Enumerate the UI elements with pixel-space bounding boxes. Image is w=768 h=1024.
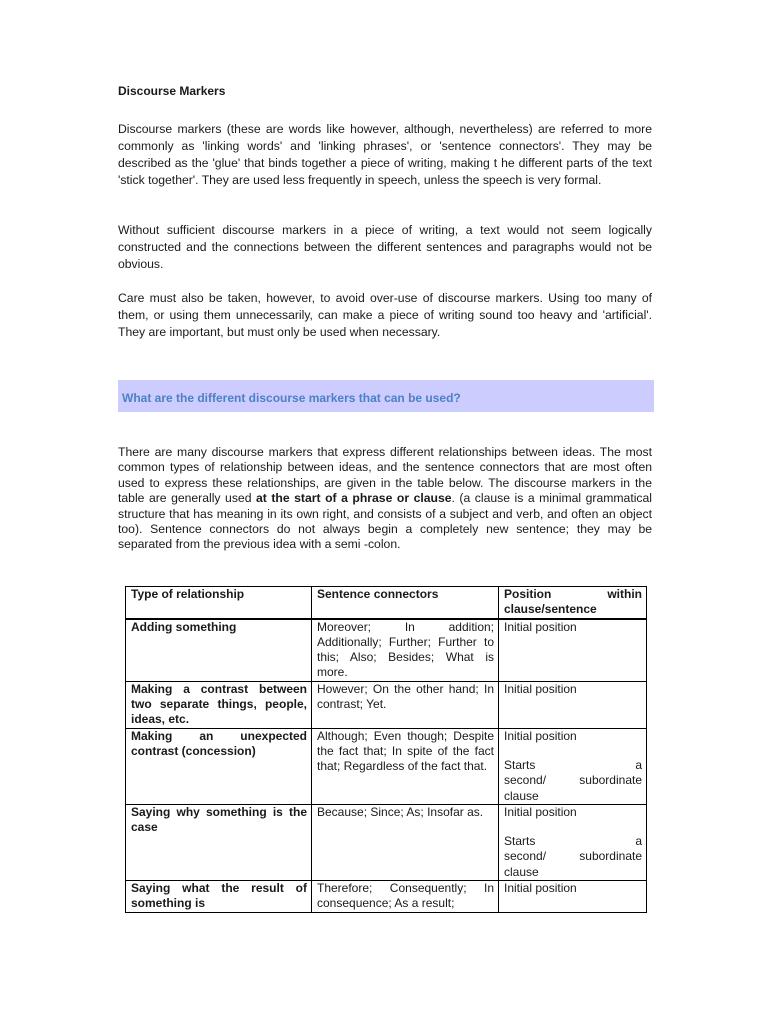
header-position [499,587,647,619]
position-note-article: a [635,757,642,772]
position-cell [499,804,647,880]
relationship-cell: Making an unexpected contrast (concession) [126,728,312,804]
position-note-article: a [635,834,642,849]
table-header-row [126,587,647,619]
relationship-cell: Making a contrast between two separate things, people, ideas, etc. [126,681,312,728]
connectors-cell: Because; Since; As; Insofar as. [312,804,499,880]
connectors-cell: Moreover; In addition; Additionally; Further; Further to this; Also; Besides; What is more. [312,619,499,682]
intro-emphasis: at the start of a phrase or clause [256,491,452,506]
table-row [126,881,647,913]
position-text: Initial position [504,619,577,634]
header-position-word-1: Position [504,587,552,601]
section-heading-banner [118,380,654,412]
table-row [126,619,647,682]
header-connectors: Sentence connectors [312,587,499,619]
position-cell [499,728,647,804]
intro-text-end: . (a clause is a minimal grammatical structure that has meaning in its own right, and consists of a subject and verb, and often an object too). Sentence connectors do not always begin a completely new sentence; they may be separated from the previous idea with a semi -colon. [118,491,652,552]
position-text: Initial position [504,881,577,896]
position-note-start: Starts [504,834,536,849]
position-note-start: Starts [504,757,536,772]
discourse-markers-table [125,586,647,913]
table-row [126,681,647,728]
table-row [126,728,647,804]
position-text: Initial position [504,728,577,743]
intro-text-start: There are many discourse markers that express different relationships between ideas. The most common types of relationship between ideas, and the sentence connectors that are most often used to express these relationships, are given in the table below. The discourse markers in the table are generally used [118,445,652,506]
position-cell [499,881,647,913]
relationship-cell: Saying why something is the case [126,804,312,880]
paragraph-importance: Without sufficient discourse markers in a piece of writing, a text would not seem logically constructed and the connections between the different sentences and paragraphs would not be obvious. [118,223,652,271]
position-text: Initial position [504,681,577,696]
position-text: Initial position [504,804,577,819]
header-relationship: Type of relationship [126,587,312,619]
position-cell [499,681,647,728]
header-position-word-2: within [607,587,642,601]
connectors-cell: However; On the other hand; In contrast; Yet. [312,681,499,728]
header-position-word-3: clause/sentence [504,602,597,617]
position-cell [499,619,647,682]
paragraph-overuse-warning: Care must also be taken, however, to avoid over-use of discourse markers. Using too many of them, or using them unnecessarily, can make a piece of writing sound too heavy and 'artificial'. They are important, but must only be used when necessary. [118,291,652,339]
document-title: Discourse Markers [118,84,226,98]
position-note-clause: second/ subordinate clause [504,849,642,879]
paragraph-definition: Discourse markers (these are words like however, although, nevertheless) are referred to more commonly as 'linking words' and 'linking phrases', or 'sentence connectors'. They may be described as the 'glue' that binds together a piece of writing, making t he different parts of the text 'stick together'. They are used less frequently in speech, unless the speech is very formal. [118,122,652,187]
connectors-cell: Although; Even though; Despite the fact that; In spite of the fact that; Regardless of the fact that. [312,728,499,804]
position-note-clause: second/ subordinate clause [504,773,642,803]
relationship-cell: Adding something [126,619,312,682]
paragraph-intro [118,445,652,553]
section-heading: What are the different discourse markers that can be used? [122,391,461,405]
connectors-cell: Therefore; Consequently; In consequence; As a result; [312,881,499,913]
relationship-cell: Saying what the result of something is [126,881,312,913]
table-row [126,804,647,880]
